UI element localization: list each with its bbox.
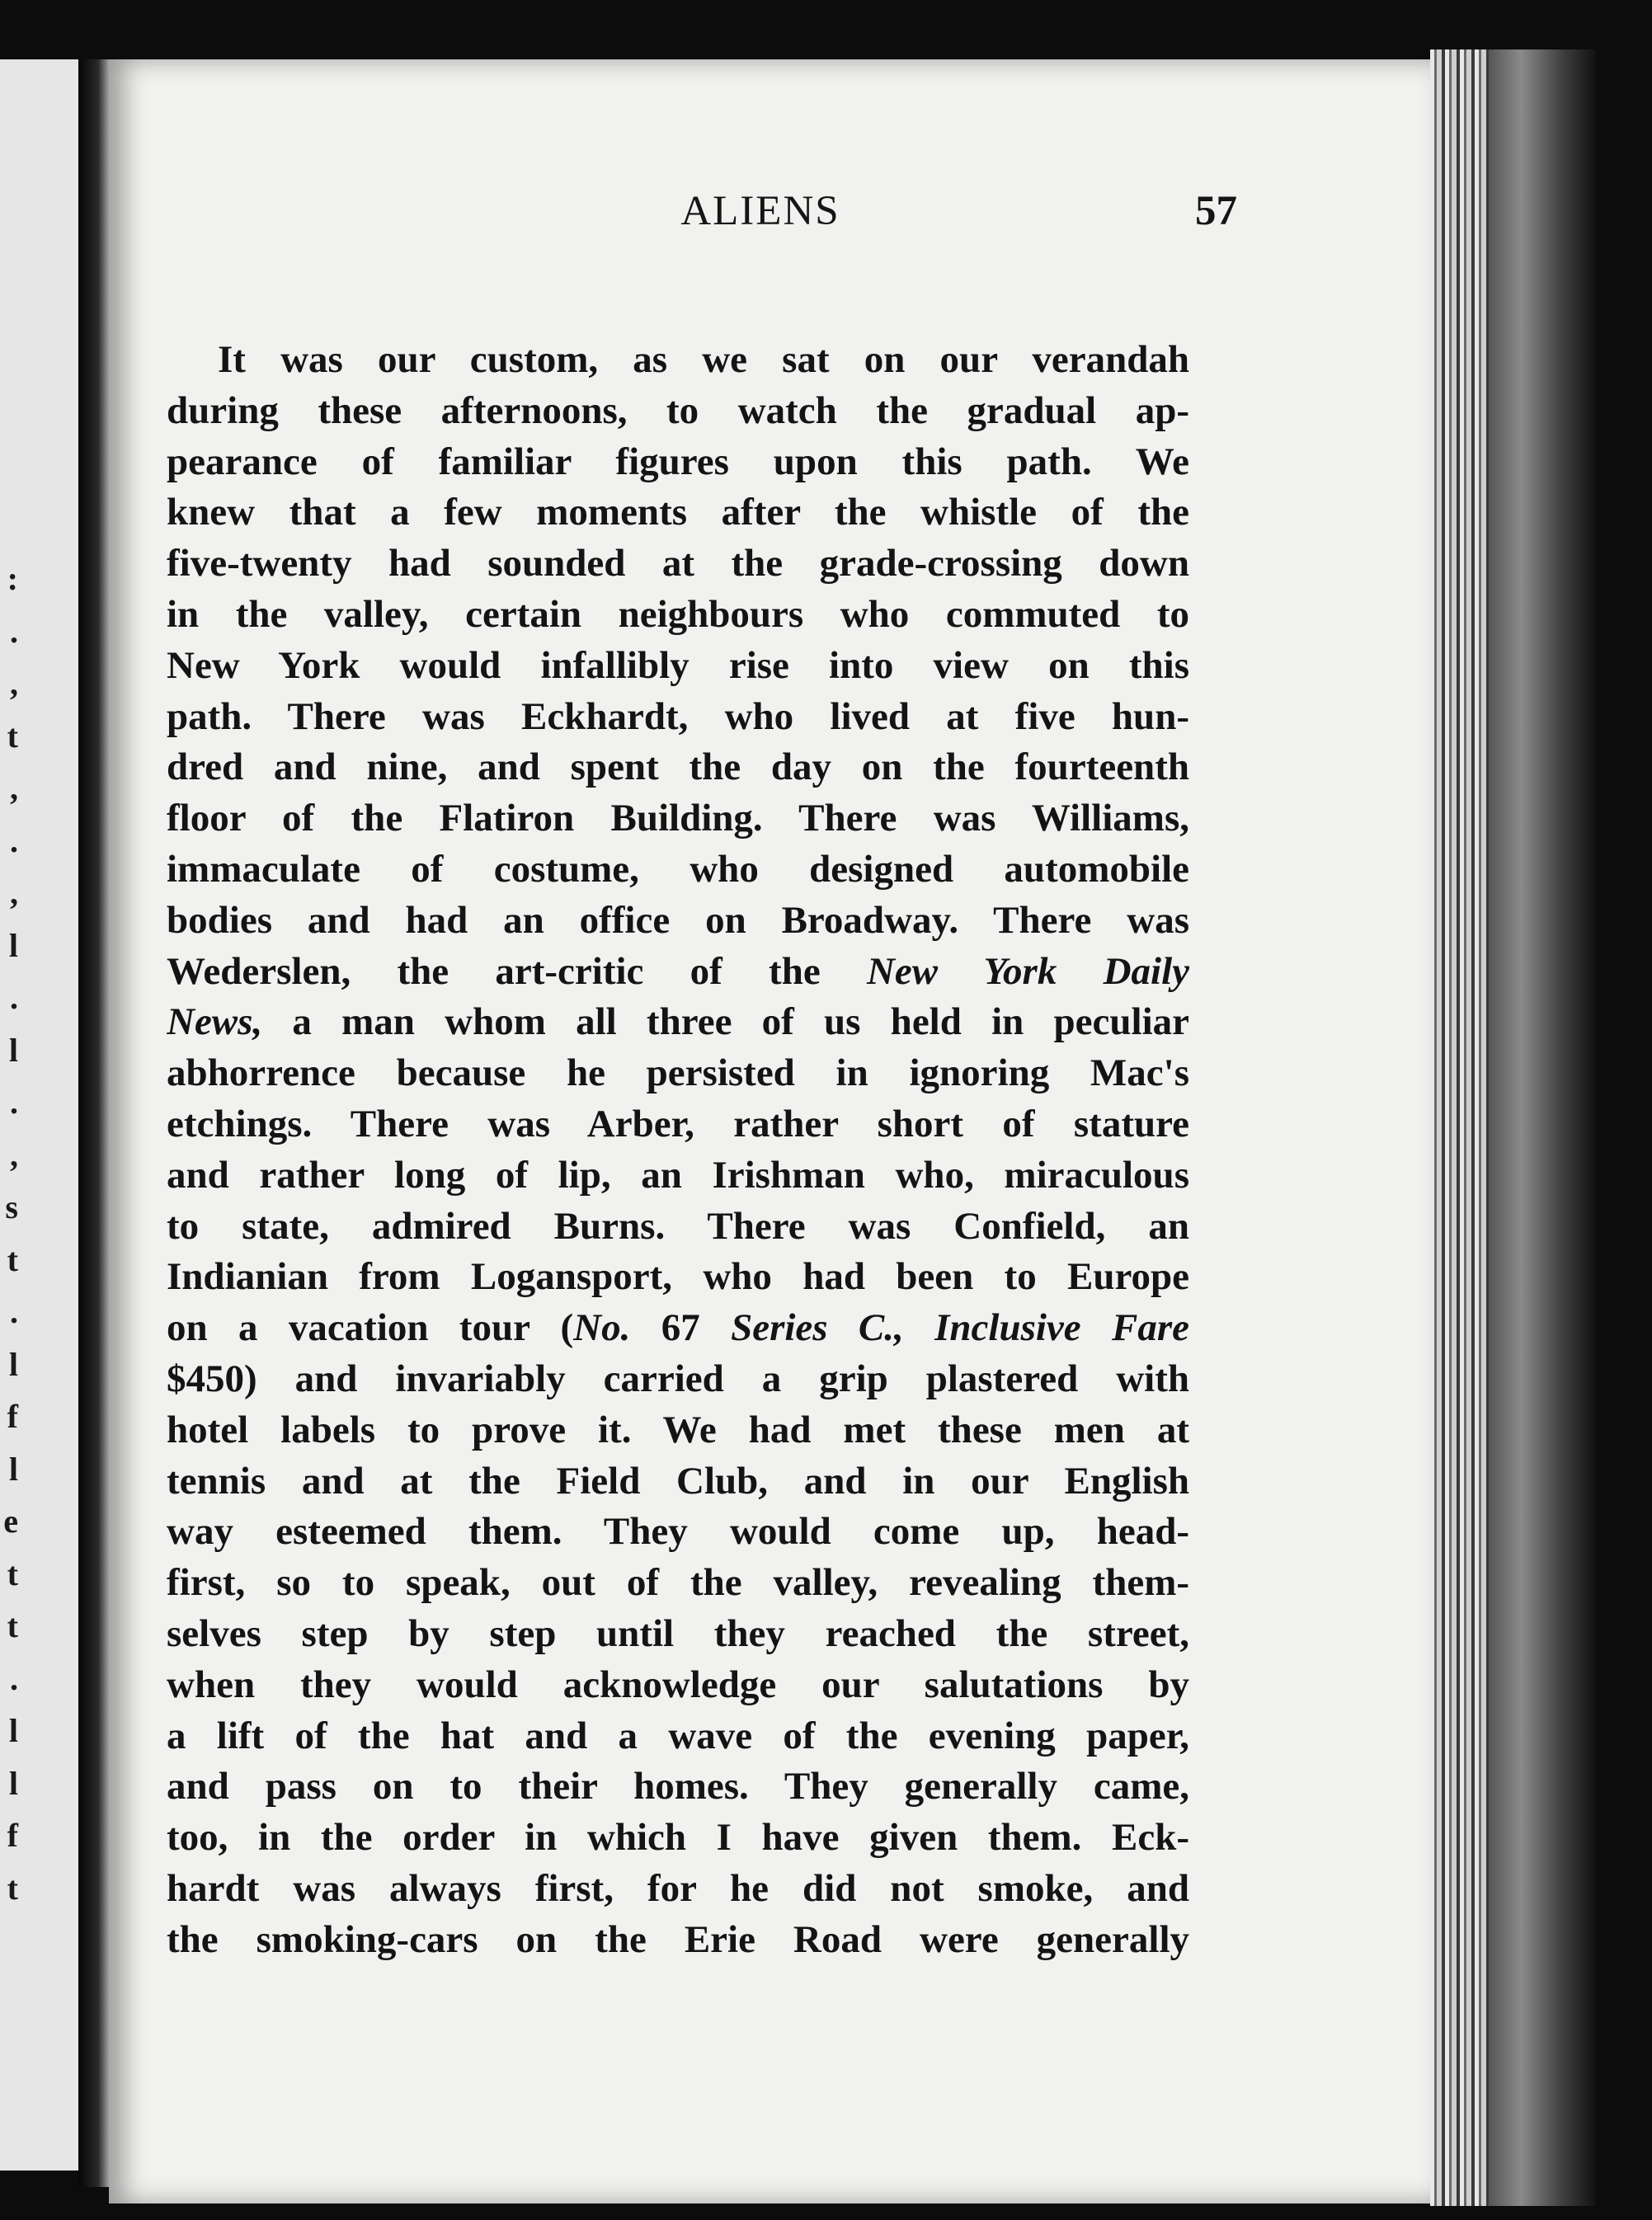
text-line xyxy=(167,1252,1189,1303)
text-line xyxy=(167,590,1189,641)
running-head-title: ALIENS xyxy=(680,188,840,234)
facing-page-fragment: . xyxy=(10,821,18,859)
text-segment: immaculate of costume, who designed automobile xyxy=(167,847,1189,891)
text-segment: tennis and at the Field Club, and in our English xyxy=(167,1459,1189,1503)
text-line xyxy=(167,742,1189,793)
italic-text: News, xyxy=(167,1000,263,1044)
text-line xyxy=(167,487,1189,539)
text-line xyxy=(167,1099,1189,1150)
text-segment: way esteemed them. They would come up, head- xyxy=(167,1510,1189,1554)
facing-page-fragment: , xyxy=(10,874,18,911)
text-line xyxy=(167,1864,1189,1915)
text-line xyxy=(167,1303,1189,1354)
text-segment: hotel labels to prove it. We had met these men at xyxy=(167,1408,1189,1451)
facing-page-fragment: t xyxy=(7,1240,18,1278)
text-segment: bodies and had an office on Broadway. There was xyxy=(167,898,1189,942)
text-segment: hardt was always first, for he did not smoke, and xyxy=(167,1866,1189,1910)
text-line xyxy=(167,1405,1189,1456)
text-segment: path. There was Eckhardt, who lived at five hun- xyxy=(167,694,1189,738)
text-segment: in the valley, certain neighbours who commuted to xyxy=(167,592,1189,636)
text-line xyxy=(167,896,1189,947)
text-line xyxy=(167,692,1189,743)
book-gutter xyxy=(78,59,111,2187)
book-cover-edge xyxy=(1489,49,1596,2206)
text-segment: Indianian from Logansport, who had been to Europe xyxy=(167,1255,1189,1299)
text-line xyxy=(167,437,1189,488)
facing-page-fragment: l xyxy=(8,1450,18,1488)
facing-page-fragment: f xyxy=(7,1817,18,1854)
text-segment: It was our custom, as we sat on our verandah xyxy=(218,338,1189,381)
facing-page-fragment: t xyxy=(7,717,18,755)
text-segment: on a vacation tour ( xyxy=(167,1306,574,1350)
page-number: 57 xyxy=(1195,188,1237,234)
text-segment: Wederslen, the art-critic of the xyxy=(167,949,867,993)
facing-page-fragment: . xyxy=(10,979,18,1016)
facing-page-fragment: l xyxy=(8,1031,18,1069)
text-segment: pearance of familiar figures upon this path. We xyxy=(167,440,1189,483)
text-segment: to state, admired Burns. There was Confield, an xyxy=(167,1204,1189,1248)
text-line xyxy=(167,335,1189,386)
facing-page-fragment: e xyxy=(3,1503,18,1540)
facing-page-fragment: t xyxy=(7,1554,18,1592)
text-line xyxy=(167,1813,1189,1864)
facing-page-fragment: l xyxy=(8,1345,18,1383)
text-segment: selves step by step until they reached the street, xyxy=(167,1611,1189,1655)
book-page xyxy=(109,59,1430,2204)
text-segment: $450) and invariably carried a grip plastered with xyxy=(167,1357,1189,1400)
text-segment: a lift of the hat and a wave of the evening paper, xyxy=(167,1714,1189,1757)
text-line xyxy=(167,1150,1189,1202)
facing-page-fragment: , xyxy=(10,665,18,702)
text-segment: floor of the Flatiron Building. There was Williams, xyxy=(167,797,1189,840)
text-line xyxy=(167,1609,1189,1660)
text-line xyxy=(167,539,1189,590)
text-line xyxy=(167,386,1189,437)
facing-page-fragment: t xyxy=(7,1869,18,1907)
text-segment: etchings. There was Arber, rather short of stature xyxy=(167,1102,1189,1145)
text-line xyxy=(167,1711,1189,1762)
text-line xyxy=(167,1048,1189,1099)
text-line xyxy=(167,1202,1189,1253)
text-line xyxy=(167,1660,1189,1711)
text-segment: a man whom all three of us held in peculiar xyxy=(262,1000,1189,1044)
facing-page-fragment: , xyxy=(10,1136,18,1173)
text-segment: abhorrence because he persisted in ignoring Mac's xyxy=(167,1051,1189,1095)
text-segment: the smoking-cars on the Erie Road were generally xyxy=(167,1917,1189,1961)
italic-text: New York Daily xyxy=(866,949,1189,993)
text-line xyxy=(167,1558,1189,1609)
facing-page-fragment: t xyxy=(7,1607,18,1644)
facing-page-fragment: . xyxy=(10,1293,18,1330)
facing-page-fragment: s xyxy=(5,1188,18,1225)
italic-text: Series C., Inclusive Fare xyxy=(731,1306,1189,1350)
facing-page-fragment: : xyxy=(7,560,18,597)
facing-page-fragment: l xyxy=(8,1712,18,1749)
text-segment: and rather long of lip, an Irishman who, miraculous xyxy=(167,1153,1189,1197)
facing-page-fragment: . xyxy=(10,1084,18,1121)
facing-page-edge xyxy=(0,59,78,2171)
facing-page-fragment: l xyxy=(8,926,18,964)
text-line xyxy=(167,997,1189,1048)
text-segment: 67 xyxy=(630,1306,732,1350)
text-line xyxy=(167,947,1189,998)
text-line xyxy=(167,1915,1189,1966)
text-line xyxy=(167,641,1189,692)
text-segment: knew that a few moments after the whistle of the xyxy=(167,491,1189,534)
text-line xyxy=(167,1456,1189,1507)
facing-page-fragment: l xyxy=(8,1764,18,1802)
text-segment: when they would acknowledge our salutations by xyxy=(167,1663,1189,1706)
text-line xyxy=(167,1354,1189,1405)
text-line xyxy=(167,844,1189,896)
text-segment: New York would infallibly rise into view on this xyxy=(167,643,1189,687)
facing-page-fragment: f xyxy=(7,1398,18,1435)
text-segment: too, in the order in which I have given them. Eck- xyxy=(167,1816,1189,1860)
text-segment: and pass on to their homes. They generally came, xyxy=(167,1765,1189,1808)
italic-text: No. xyxy=(573,1306,631,1350)
text-line xyxy=(167,793,1189,844)
text-segment: first, so to speak, out of the valley, revealing them- xyxy=(167,1561,1189,1605)
text-segment: during these afternoons, to watch the gradual ap- xyxy=(167,388,1189,432)
running-head xyxy=(109,187,1430,261)
facing-page-fragment: . xyxy=(10,1659,18,1697)
text-line xyxy=(167,1507,1189,1558)
text-line xyxy=(167,1761,1189,1813)
text-segment: five-twenty had sounded at the grade-crossing down xyxy=(167,542,1189,586)
text-segment: dred and nine, and spent the day on the fourteenth xyxy=(167,745,1189,789)
facing-page-fragment: . xyxy=(10,612,18,650)
facing-page-fragment: , xyxy=(10,769,18,807)
body-text xyxy=(167,335,1189,1966)
